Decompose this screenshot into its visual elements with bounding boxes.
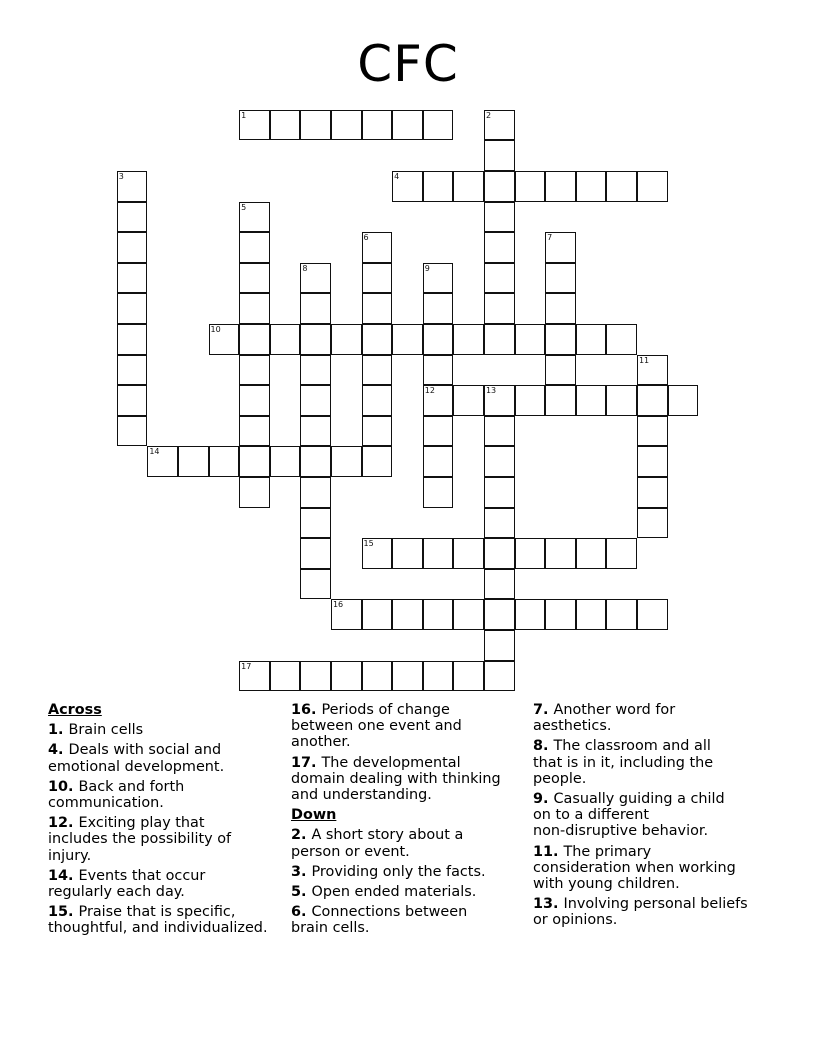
grid-cell[interactable] xyxy=(362,232,393,263)
grid-cell[interactable] xyxy=(637,599,668,630)
clue-item xyxy=(533,702,778,734)
grid-cell[interactable] xyxy=(362,355,393,386)
grid-cell[interactable] xyxy=(484,385,515,416)
clue-number: 7 xyxy=(547,233,553,243)
grid-cell[interactable] xyxy=(300,355,331,386)
clue-number: 11 xyxy=(638,355,650,365)
grid-cell[interactable] xyxy=(270,324,301,355)
clue-number-label: 2. xyxy=(291,827,312,844)
grid-cell[interactable] xyxy=(453,171,484,202)
grid-cell[interactable] xyxy=(545,355,576,386)
clue-item xyxy=(48,722,293,738)
clue-column xyxy=(291,702,536,941)
grid-cell[interactable] xyxy=(423,355,454,386)
clue-number: 14 xyxy=(149,447,160,457)
grid-cell[interactable] xyxy=(362,538,393,569)
grid-cell[interactable] xyxy=(300,477,331,508)
grid-cell[interactable] xyxy=(484,599,515,630)
clue-item xyxy=(291,702,536,751)
clue-text: Praise that is specific, xyxy=(78,904,236,921)
grid-cell[interactable] xyxy=(270,110,301,141)
grid-cell[interactable] xyxy=(484,446,515,477)
grid-cell[interactable] xyxy=(423,171,454,202)
grid-cell[interactable] xyxy=(637,171,668,202)
grid-cell[interactable] xyxy=(545,263,576,294)
clue-number-label: 9. xyxy=(533,791,554,808)
grid-cell[interactable] xyxy=(484,508,515,539)
grid-cell[interactable] xyxy=(637,355,668,386)
grid-cell[interactable] xyxy=(331,324,362,355)
grid-cell[interactable] xyxy=(423,599,454,630)
grid-cell[interactable] xyxy=(239,324,270,355)
clue-number-label: 15. xyxy=(48,904,79,921)
clue-text: A short story about a xyxy=(311,827,464,844)
grid-cell[interactable] xyxy=(300,110,331,141)
grid-cell[interactable] xyxy=(117,202,148,233)
clue-number-label: 14. xyxy=(48,867,79,884)
clue-number: 5 xyxy=(241,202,247,212)
clue-text: another. xyxy=(291,734,351,751)
down-heading: Down xyxy=(291,807,337,824)
grid-cell[interactable] xyxy=(117,263,148,294)
grid-cell[interactable] xyxy=(515,324,546,355)
clue-text: communication. xyxy=(48,795,164,812)
grid-cell[interactable] xyxy=(637,477,668,508)
clue-text: Periods of change xyxy=(321,702,450,718)
grid-cell[interactable] xyxy=(362,263,393,294)
grid-cell[interactable] xyxy=(484,569,515,600)
clue-item xyxy=(48,904,293,936)
clue-number: 12 xyxy=(424,386,435,396)
clue-text: Back and forth xyxy=(78,778,185,795)
grid-cell[interactable] xyxy=(453,599,484,630)
grid-cell[interactable] xyxy=(637,416,668,447)
grid-cell[interactable] xyxy=(423,293,454,324)
grid-cell[interactable] xyxy=(515,538,546,569)
grid-cell[interactable] xyxy=(484,140,515,171)
grid-cell[interactable] xyxy=(484,293,515,324)
clue-item xyxy=(533,738,778,787)
grid-cell[interactable] xyxy=(392,324,423,355)
clue-number-label: 4. xyxy=(48,742,69,759)
clue-text: thoughtful, and individualized. xyxy=(48,920,268,937)
clue-text: between one event and xyxy=(291,718,462,735)
clue-number: 17 xyxy=(241,661,252,671)
clue-text: Involving personal beliefs xyxy=(563,896,748,913)
clue-column xyxy=(533,702,778,933)
clue-number: 10 xyxy=(210,324,221,334)
grid-cell[interactable] xyxy=(576,599,607,630)
grid-cell[interactable] xyxy=(117,293,148,324)
clue-text: person or event. xyxy=(291,843,410,860)
grid-cell[interactable] xyxy=(117,385,148,416)
clue-text: includes the possibility of xyxy=(48,831,232,848)
clue-text: The classroom and all xyxy=(553,738,711,755)
clue-text: Exciting play that xyxy=(78,815,205,832)
grid-cell[interactable] xyxy=(147,446,178,477)
grid-cell[interactable] xyxy=(515,385,546,416)
grid-cell[interactable] xyxy=(484,232,515,263)
grid-cell[interactable] xyxy=(300,263,331,294)
clue-item xyxy=(533,844,778,893)
clue-text: non-disruptive behavior. xyxy=(533,823,709,840)
grid-cell[interactable] xyxy=(239,293,270,324)
grid-cell[interactable] xyxy=(453,324,484,355)
grid-cell[interactable] xyxy=(423,477,454,508)
grid-cell[interactable] xyxy=(484,171,515,202)
grid-cell[interactable] xyxy=(484,324,515,355)
grid-cell[interactable] xyxy=(545,171,576,202)
grid-cell[interactable] xyxy=(300,446,331,477)
grid-cell[interactable] xyxy=(637,446,668,477)
clue-text: Deals with social and xyxy=(68,742,222,759)
grid-cell[interactable] xyxy=(606,324,637,355)
clue-text: domain dealing with thinking xyxy=(291,770,501,787)
grid-cell[interactable] xyxy=(606,599,637,630)
grid-cell[interactable] xyxy=(606,171,637,202)
grid-cell[interactable] xyxy=(239,355,270,386)
clue-number-label: 17. xyxy=(291,754,322,771)
clue-number: 16 xyxy=(332,600,344,610)
grid-cell[interactable] xyxy=(331,110,362,141)
clue-number: 8 xyxy=(302,263,308,273)
grid-cell[interactable] xyxy=(515,171,546,202)
clue-text: that is in it, including the xyxy=(533,754,714,771)
grid-cell[interactable] xyxy=(209,324,240,355)
grid-cell[interactable] xyxy=(637,508,668,539)
grid-cell[interactable] xyxy=(423,538,454,569)
clue-text: on to a different xyxy=(533,807,650,824)
grid-cell[interactable] xyxy=(423,446,454,477)
grid-cell[interactable] xyxy=(362,324,393,355)
grid-cell[interactable] xyxy=(178,446,209,477)
clue-item xyxy=(291,864,536,880)
grid-cell[interactable] xyxy=(576,538,607,569)
grid-cell[interactable] xyxy=(545,385,576,416)
grid-cell[interactable] xyxy=(423,661,454,692)
clue-text: The primary xyxy=(563,843,652,860)
clue-column xyxy=(48,702,293,941)
clue-number-label: 5. xyxy=(291,884,312,901)
grid-cell[interactable] xyxy=(239,385,270,416)
grid-cell[interactable] xyxy=(484,110,515,141)
clue-text: injury. xyxy=(48,847,92,864)
grid-cell[interactable] xyxy=(362,661,393,692)
clue-text: consideration when working xyxy=(533,859,736,876)
clue-text: aesthetics. xyxy=(533,718,612,735)
clue-item xyxy=(48,779,293,811)
grid-cell[interactable] xyxy=(300,416,331,447)
grid-cell[interactable] xyxy=(515,599,546,630)
grid-cell[interactable] xyxy=(576,171,607,202)
clue-text: Casually guiding a child xyxy=(553,791,725,808)
grid-cell[interactable] xyxy=(484,416,515,447)
grid-cell[interactable] xyxy=(239,416,270,447)
grid-cell[interactable] xyxy=(545,599,576,630)
grid-cell[interactable] xyxy=(484,630,515,661)
grid-cell[interactable] xyxy=(239,477,270,508)
grid-cell[interactable] xyxy=(392,661,423,692)
clue-item xyxy=(48,868,293,900)
grid-cell[interactable] xyxy=(300,661,331,692)
grid-cell[interactable] xyxy=(300,293,331,324)
puzzle-title: CFC xyxy=(357,35,459,93)
grid-cell[interactable] xyxy=(270,446,301,477)
clue-text: people. xyxy=(533,770,587,787)
grid-cell[interactable] xyxy=(545,324,576,355)
clue-item xyxy=(533,791,778,840)
grid-cell[interactable] xyxy=(239,110,270,141)
grid-cell[interactable] xyxy=(117,171,148,202)
clue-item xyxy=(291,827,536,859)
grid-cell[interactable] xyxy=(392,599,423,630)
clue-text: with young children. xyxy=(533,876,680,893)
clue-text: Events that occur xyxy=(78,867,206,884)
clue-number: 3 xyxy=(118,171,124,181)
grid-cell[interactable] xyxy=(392,171,423,202)
clue-number: 15 xyxy=(363,539,374,549)
clue-text: regularly each day. xyxy=(48,884,185,901)
grid-cell[interactable] xyxy=(423,263,454,294)
clue-number-label: 11. xyxy=(533,843,564,860)
grid-cell[interactable] xyxy=(117,324,148,355)
clue-text: Brain cells xyxy=(68,722,144,739)
clue-number-label: 1. xyxy=(48,722,69,739)
grid-cell[interactable] xyxy=(545,538,576,569)
clue-number: 2 xyxy=(485,110,492,120)
clue-number: 4 xyxy=(394,171,400,181)
clue-number: 9 xyxy=(424,263,430,273)
clue-item xyxy=(291,904,536,936)
clue-item xyxy=(48,742,293,774)
clue-text: Another word for xyxy=(553,702,676,718)
grid-cell[interactable] xyxy=(362,416,393,447)
grid-cell[interactable] xyxy=(331,599,362,630)
grid-cell[interactable] xyxy=(270,661,301,692)
grid-cell[interactable] xyxy=(331,661,362,692)
grid-cell[interactable] xyxy=(362,446,393,477)
grid-cell[interactable] xyxy=(239,202,270,233)
grid-cell[interactable] xyxy=(606,538,637,569)
grid-cell[interactable] xyxy=(362,293,393,324)
clue-text: or opinions. xyxy=(533,912,618,929)
clue-text: brain cells. xyxy=(291,920,370,937)
grid-cell[interactable] xyxy=(637,385,668,416)
grid-cell[interactable] xyxy=(300,324,331,355)
clue-number-label: 6. xyxy=(291,904,312,921)
grid-cell[interactable] xyxy=(484,661,515,692)
grid-cell[interactable] xyxy=(362,110,393,141)
clue-text: Open ended materials. xyxy=(311,884,477,901)
grid-cell[interactable] xyxy=(300,508,331,539)
clue-number-label: 3. xyxy=(291,863,312,880)
grid-cell[interactable] xyxy=(423,324,454,355)
grid-cell[interactable] xyxy=(423,110,454,141)
clue-number: 1 xyxy=(241,110,247,120)
clue-number-label: 7. xyxy=(533,702,554,718)
grid-cell[interactable] xyxy=(362,599,393,630)
grid-cell[interactable] xyxy=(239,232,270,263)
grid-cell[interactable] xyxy=(239,661,270,692)
clue-number-label: 10. xyxy=(48,778,79,795)
grid-cell[interactable] xyxy=(423,385,454,416)
grid-cell[interactable] xyxy=(668,385,699,416)
clue-number-label: 16. xyxy=(291,702,322,718)
grid-cell[interactable] xyxy=(453,385,484,416)
grid-cell[interactable] xyxy=(300,569,331,600)
clue-text: Connections between xyxy=(311,904,468,921)
clue-text: and understanding. xyxy=(291,787,432,804)
grid-cell[interactable] xyxy=(239,263,270,294)
grid-cell[interactable] xyxy=(453,538,484,569)
grid-cell[interactable] xyxy=(392,110,423,141)
clue-item xyxy=(533,896,778,928)
clue-number: 6 xyxy=(363,233,369,243)
grid-cell[interactable] xyxy=(484,538,515,569)
grid-cell[interactable] xyxy=(453,661,484,692)
grid-cell[interactable] xyxy=(300,538,331,569)
clue-item xyxy=(291,884,536,900)
grid-cell[interactable] xyxy=(117,355,148,386)
clue-number: 13 xyxy=(485,386,497,396)
grid-cell[interactable] xyxy=(392,538,423,569)
grid-cell[interactable] xyxy=(576,385,607,416)
grid-cell[interactable] xyxy=(239,446,270,477)
grid-cell[interactable] xyxy=(484,477,515,508)
grid-cell[interactable] xyxy=(331,446,362,477)
grid-cell[interactable] xyxy=(576,324,607,355)
grid-cell[interactable] xyxy=(117,416,148,447)
clue-item xyxy=(291,755,536,804)
clue-text: Providing only the facts. xyxy=(311,863,486,880)
grid-cell[interactable] xyxy=(300,385,331,416)
clue-item xyxy=(48,815,293,864)
grid-cell[interactable] xyxy=(545,232,576,263)
grid-cell[interactable] xyxy=(606,385,637,416)
clue-number-label: 12. xyxy=(48,815,79,832)
grid-cell[interactable] xyxy=(423,416,454,447)
clue-number-label: 8. xyxy=(533,738,554,755)
clue-text: The developmental xyxy=(321,754,461,771)
grid-cell[interactable] xyxy=(484,202,515,233)
across-heading: Across xyxy=(48,702,102,718)
grid-cell[interactable] xyxy=(209,446,240,477)
grid-cell[interactable] xyxy=(362,385,393,416)
grid-cell[interactable] xyxy=(484,263,515,294)
grid-cell[interactable] xyxy=(545,293,576,324)
grid-cell[interactable] xyxy=(117,232,148,263)
clue-number-label: 13. xyxy=(533,896,564,913)
clue-text: emotional development. xyxy=(48,758,225,775)
